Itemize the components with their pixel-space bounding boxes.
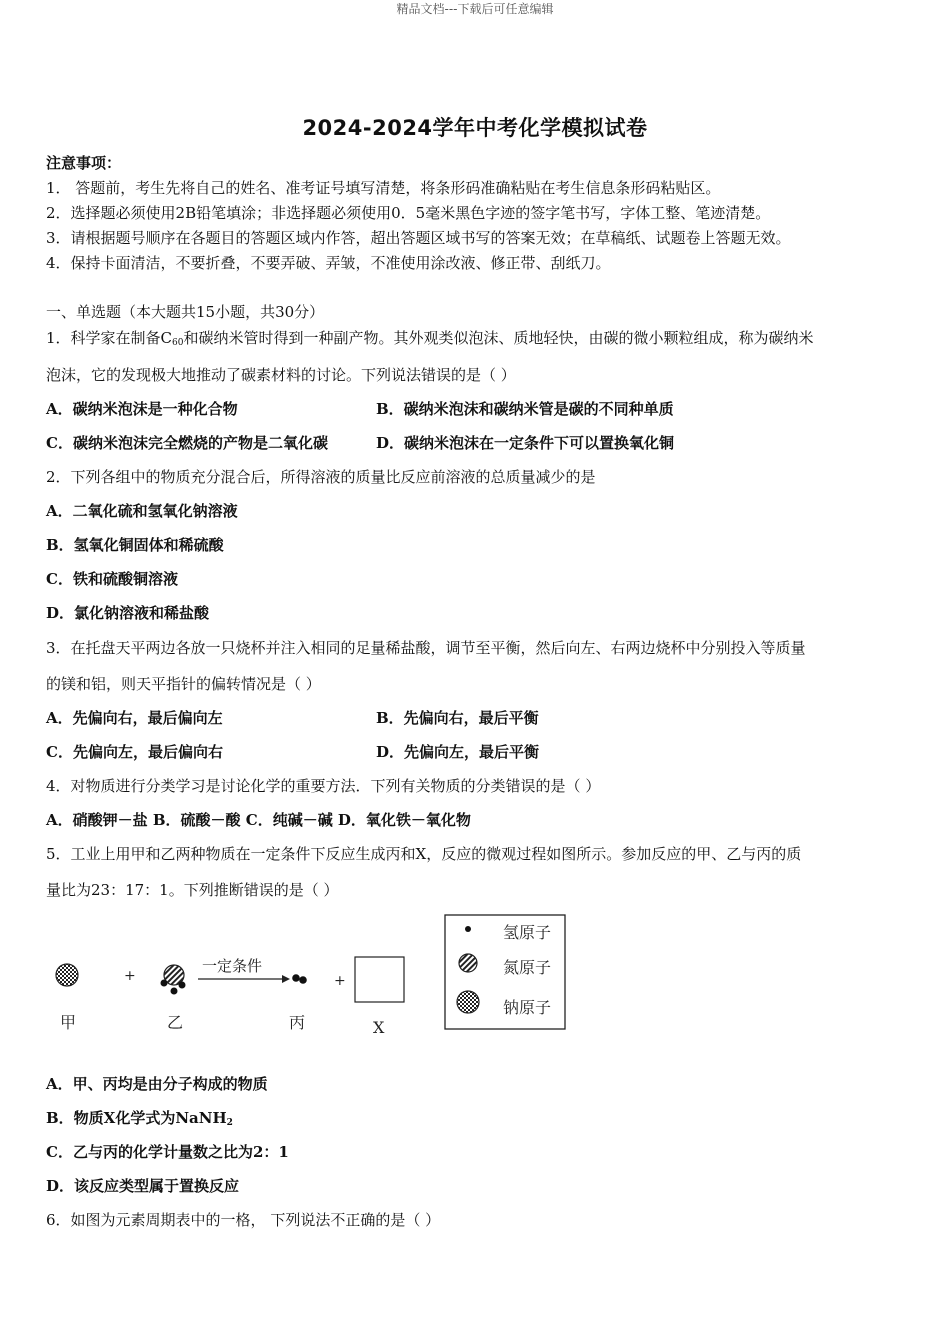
hydrogen-atom-icon bbox=[292, 974, 300, 982]
arrow-condition: 一定条件 bbox=[202, 957, 263, 975]
q4-stem: 4．对物质进行分类学习是讨论化学的重要方法．下列有关物质的分类错误的是（ ） bbox=[46, 777, 601, 795]
notice-item-3: 3．请根据题号顺序在各题目的答题区域内作答，超出答题区域书写的答案无效；在草稿纸、试题卷上答题无效。 bbox=[46, 229, 791, 247]
q2-option-a: A．二氧化硫和氢氧化钠溶液 bbox=[46, 502, 238, 520]
q5-option-d: D．该反应类型属于置换反应 bbox=[46, 1177, 240, 1195]
q1-stem-a: 1．科学家在制备C bbox=[46, 329, 173, 347]
q5-option-b-text: B．物质X化学式为NaNH bbox=[46, 1109, 227, 1127]
q5-stem-line2: 量比为23：17：1。下列推断错误的是（ ） bbox=[46, 881, 339, 899]
reaction-diagram bbox=[40, 905, 580, 1045]
hydrogen-atom-icon bbox=[179, 982, 186, 989]
q3-stem-line1: 3．在托盘天平两边各放一只烧杯并注入相同的足量稀盐酸，调节至平衡，然后向左、右两边烧杯中分别投入等质量 bbox=[46, 639, 806, 657]
q1-option-d: D．碳纳米泡沫在一定条件下可以置换氧化铜 bbox=[376, 434, 675, 452]
q5-option-b bbox=[46, 1107, 233, 1128]
q1-stem-line1 bbox=[46, 327, 814, 348]
legend-nitrogen-icon bbox=[459, 954, 477, 972]
legend-hydrogen-label: 氢原子 bbox=[503, 923, 552, 942]
hydrogen-atom-icon bbox=[299, 976, 307, 984]
q3-option-b: B．先偏向右，最后平衡 bbox=[376, 709, 539, 727]
q3-option-a: A．先偏向右，最后偏向左 bbox=[46, 709, 223, 727]
label-bing: 丙 bbox=[289, 1013, 306, 1032]
q2-option-b: B．氢氧化铜固体和稀硫酸 bbox=[46, 536, 224, 554]
legend-sodium-label: 钠原子 bbox=[503, 998, 552, 1017]
q6-stem: 6．如图为元素周期表中的一格， 下列说法不正确的是（ ） bbox=[46, 1211, 441, 1229]
q2-option-d: D．氯化钠溶液和稀盐酸 bbox=[46, 604, 210, 622]
legend-nitrogen-label: 氮原子 bbox=[503, 958, 552, 977]
reaction-diagram-svg bbox=[40, 905, 580, 1045]
section-heading: 一、单选题（本大题共15小题，共30分） bbox=[46, 303, 325, 321]
q5-option-c: C．乙与丙的化学计量数之比为2：1 bbox=[46, 1143, 289, 1161]
plus-sign-1: + bbox=[124, 968, 136, 984]
hydrogen-atom-icon bbox=[161, 980, 168, 987]
q1-option-c: C．碳纳米泡沫完全燃烧的产物是二氧化碳 bbox=[46, 434, 328, 452]
plus-sign-2: + bbox=[334, 973, 346, 989]
q4-options: A．硝酸钾－盐 B．硫酸－酸 C．纯碱－碱 D．氧化铁－氧化物 bbox=[46, 811, 471, 829]
q5-option-b-sub: 2 bbox=[226, 1118, 233, 1128]
q3-stem-line2: 的镁和铝，则天平指针的偏转情况是（ ） bbox=[46, 675, 321, 693]
page-title: 2024-2024学年中考化学模拟试卷 bbox=[302, 116, 648, 140]
label-yi: 乙 bbox=[167, 1013, 184, 1032]
q5-stem-line1: 5．工业上用甲和乙两种物质在一定条件下反应生成丙和X，反应的微观过程如图所示。参加反应的甲、乙与丙的质 bbox=[46, 845, 802, 863]
sodium-atom-icon bbox=[56, 964, 78, 986]
notice-heading: 注意事项： bbox=[46, 154, 122, 172]
q5-option-a: A．甲、丙均是由分子构成的物质 bbox=[46, 1075, 268, 1093]
q2-option-c: C．铁和硫酸铜溶液 bbox=[46, 570, 178, 588]
x-box bbox=[355, 957, 404, 1002]
notice-item-1: 1． 答题前，考生先将自己的姓名、准考证号填写清楚，将条形码准确粘贴在考生信息条形码粘贴区。 bbox=[46, 179, 721, 197]
legend-hydrogen-icon bbox=[465, 926, 471, 932]
q1-option-b: B．碳纳米泡沫和碳纳米管是碳的不同种单质 bbox=[376, 400, 674, 418]
q3-option-d: D．先偏向左，最后平衡 bbox=[376, 743, 540, 761]
notice-item-2: 2．选择题必须使用2B铅笔填涂；非选择题必须使用0．5毫米黑色字迹的签字笔书写，字体工整、笔迹清楚。 bbox=[46, 204, 771, 222]
page-header: 精品文档---下载后可任意编辑 bbox=[396, 2, 554, 16]
q1-stem-b: 和碳纳米管时得到一种副产物。其外观类似泡沫、质地轻快，由碳的微小颗粒组成，称为碳纳米 bbox=[183, 329, 814, 347]
q1-stem-sub: 60 bbox=[172, 338, 184, 348]
q3-option-c: C．先偏向左，最后偏向右 bbox=[46, 743, 223, 761]
q1-stem-line2: 泡沫，它的发现极大地推动了碳素材料的讨论。下列说法错误的是（ ） bbox=[46, 366, 516, 384]
notice-item-4: 4．保持卡面清洁，不要折叠，不要弄破、弄皱，不准使用涂改液、修正带、刮纸刀。 bbox=[46, 254, 611, 272]
q2-stem: 2．下列各组中的物质充分混合后，所得溶液的质量比反应前溶液的总质量减少的是 bbox=[46, 468, 596, 486]
q1-option-a: A．碳纳米泡沫是一种化合物 bbox=[46, 400, 238, 418]
hydrogen-atom-icon bbox=[171, 988, 178, 995]
legend-sodium-icon bbox=[457, 991, 479, 1013]
label-jia: 甲 bbox=[60, 1013, 77, 1032]
arrow-head-icon bbox=[282, 975, 290, 983]
label-x: X bbox=[373, 1018, 385, 1037]
